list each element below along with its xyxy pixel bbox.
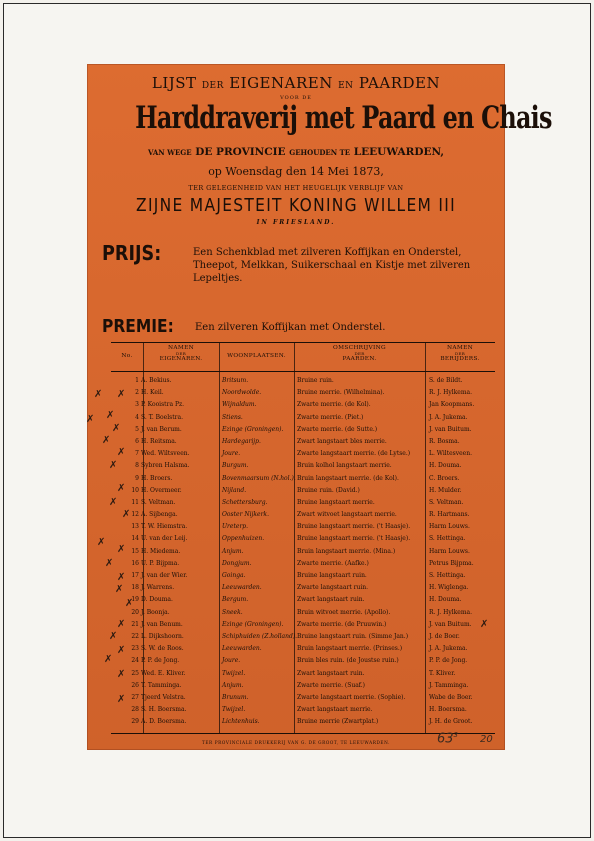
row-horse: Zwarte merrie. (Suaf.)	[297, 681, 366, 689]
table-row	[111, 400, 495, 412]
row-number: 10	[131, 486, 139, 494]
row-owner: J. van Benum.	[141, 620, 183, 628]
row-rider: S. de Bildt.	[429, 377, 463, 384]
row-number: 16	[131, 559, 139, 567]
table-row	[111, 498, 495, 510]
premie-text: Een zilveren Koffijkan met Onderstel.	[195, 322, 386, 333]
row-owner: H. Overmeer.	[141, 486, 182, 494]
row-rider: R. J. Hylkema.	[429, 389, 472, 397]
row-place: Ezinge (Groningen).	[222, 620, 284, 628]
row-horse: Zwarte langstaart merrie. (de Lytse.)	[297, 450, 411, 458]
row-place: Bovenmaarsum (N.hol.).	[222, 474, 296, 482]
row-owner: U. P. Bijpma.	[141, 559, 180, 567]
row-rider: S. Veltman.	[429, 498, 464, 506]
row-owner: D. Douma.	[141, 596, 173, 604]
row-horse: Bruin langstaart merrie. (de Kol).	[297, 474, 399, 482]
row-horse: Zwart langstaart bles merrie.	[297, 437, 387, 445]
row-place: Goinga.	[222, 572, 246, 579]
header-riders-top: NAMEN	[447, 345, 473, 351]
row-place: Hardegarijp.	[222, 437, 261, 445]
row-number: 13	[131, 523, 139, 531]
title-word-eigenaren: EIGENAREN	[229, 74, 333, 92]
row-horse: Bruine langstaart ruin. (Simme Jan.)	[297, 632, 409, 640]
row-owner: Wed. Wiltsveen.	[141, 450, 190, 458]
pencil-code: 20	[480, 734, 493, 745]
row-rider: L. Wiltesveen.	[429, 450, 473, 458]
row-place: Leeuwarden.	[222, 584, 262, 592]
row-number: 25	[131, 669, 139, 677]
row-place: Joure.	[222, 450, 241, 458]
row-number: 28	[131, 706, 139, 714]
table-row	[111, 388, 495, 400]
row-horse: Bruine ruin. (David.)	[297, 486, 360, 494]
row-horse: Zwarte merrie. (de Sutte.)	[297, 425, 378, 433]
row-number: 1	[135, 377, 139, 384]
row-number: 23	[131, 645, 139, 653]
pencil-mark: ✗	[117, 544, 126, 555]
row-horse: Zwarte merrie. (de Kol).	[297, 401, 371, 409]
row-owner: S. Veltman.	[141, 498, 176, 506]
row-number: 3	[135, 401, 139, 409]
pencil-mark: ✗	[106, 410, 115, 421]
pencil-mark: ✗	[94, 389, 103, 400]
row-owner: J. Warrens.	[141, 584, 175, 592]
row-number: 20	[131, 608, 139, 616]
row-place: Leeuwarden.	[222, 645, 262, 653]
header-riders-bot: BERIJDERS.	[440, 356, 480, 362]
header-names-top: NAMEN	[168, 345, 194, 351]
in-friesland: IN FRIESLAND.	[256, 219, 336, 226]
row-place: Sneek.	[222, 608, 243, 616]
row-horse: Zwarte langstaart ruin.	[297, 584, 369, 592]
row-place: Schettersburg.	[222, 498, 268, 506]
title-word-lijst: LIJST	[151, 74, 197, 92]
row-owner: A. D. Boersma.	[141, 718, 187, 726]
pencil-mark: ✗	[86, 414, 95, 425]
row-horse: Zwarte merrie. (de Pruuwin.)	[297, 620, 387, 628]
pencil-mark: ✗	[117, 694, 126, 705]
row-horse: Bruine ruin.	[297, 377, 334, 384]
row-number: 5	[135, 425, 139, 433]
row-place: Twijzel.	[222, 706, 246, 714]
table-row	[111, 437, 495, 449]
table-row	[111, 425, 495, 437]
row-place: Nijland.	[222, 486, 247, 494]
row-place: Ooster Nijkerk.	[222, 511, 269, 519]
row-rider: R. Hartmans.	[429, 511, 470, 519]
row-number: 21	[131, 620, 139, 628]
row-owner: J. van Berum.	[141, 425, 182, 433]
row-owner: Sybren Halsma.	[141, 462, 190, 470]
row-rider: H. Douma.	[429, 596, 462, 604]
header-names-bot: EIGENAREN.	[159, 356, 203, 362]
row-number: 12	[131, 511, 139, 519]
pencil-number-text: 63	[437, 731, 454, 747]
row-horse: Bruine langstaart ruin.	[297, 572, 367, 579]
pencil-mark: ✗	[97, 537, 106, 548]
row-rider: S. Hettinga.	[429, 572, 466, 579]
row-number: 7	[135, 450, 139, 458]
row-owner: Wed. E. Kliver.	[141, 669, 186, 677]
row-owner: J. Boonja.	[141, 608, 170, 616]
row-horse: Bruin bles ruin. (de Joustse ruin.)	[297, 657, 399, 665]
header-places: WOONPLAATSEN.	[227, 353, 286, 359]
table-row	[111, 547, 495, 559]
row-place: Ezinge (Groningen).	[222, 425, 284, 433]
header-desc-mid: DER	[354, 351, 365, 356]
table-row	[111, 632, 495, 644]
row-place: Noordwolde.	[222, 389, 262, 397]
row-number: 18	[131, 584, 139, 592]
pencil-number-sup: 3	[453, 731, 459, 739]
table-row	[111, 559, 495, 571]
row-owner: S. H. Boersma.	[141, 706, 187, 714]
row-horse: Bruin langstaart merrie. (Prinses.)	[297, 645, 403, 653]
row-rider: Wabe de Boer.	[429, 693, 473, 701]
title-word-paarden: PAARDEN	[358, 74, 441, 92]
prijs-label: PRIJS:	[102, 241, 162, 265]
pencil-mark: ✗	[480, 619, 489, 630]
row-horse: Bruine langstaart merrie. ('t Haasje).	[297, 523, 411, 531]
row-rider: P. P. de Jong.	[429, 657, 468, 665]
row-number: 22	[131, 632, 139, 640]
table-row	[111, 681, 495, 693]
row-number: 2	[135, 389, 139, 397]
row-rider: S. Hettinga.	[429, 535, 466, 543]
wege-part-3: GEHOUDEN TE	[289, 148, 351, 157]
pencil-mark: ✗	[115, 584, 124, 595]
wege-part-1: VAN WEGE	[147, 148, 192, 157]
row-horse: Zwart langstaart ruin.	[297, 669, 365, 677]
header-desc-top: OMSCHRIJVING	[333, 345, 386, 351]
row-owner: H. Miedema.	[141, 547, 181, 555]
row-rider: H. Douma.	[429, 462, 462, 470]
row-number: 19	[131, 596, 139, 604]
row-number: 8	[135, 462, 139, 470]
row-horse: Bruin kolhol langstaart merrie.	[297, 462, 392, 470]
row-horse: Zwart witvoet langstaart merrie.	[297, 511, 397, 519]
table-header	[111, 343, 495, 372]
table-row	[111, 583, 495, 595]
row-place: Schiphuiden (Z.holland).	[222, 632, 298, 640]
wege-part-4: LEEUWARDEN,	[353, 146, 445, 158]
table-row	[111, 522, 495, 534]
row-place: Bergum.	[222, 596, 249, 604]
row-owner: A. Bekius.	[141, 377, 172, 384]
table-row	[111, 534, 495, 546]
date-line: op Woensdag den 14 Mei 1873,	[208, 165, 384, 178]
row-rider: J. de Boer.	[429, 632, 460, 640]
row-rider: Harm Louws.	[429, 523, 470, 531]
row-rider: Jan Koopmans.	[429, 401, 475, 409]
pencil-mark: ✗	[109, 497, 118, 508]
table-row	[111, 705, 495, 717]
title-word-en: EN	[338, 81, 354, 91]
table-row	[111, 376, 495, 388]
row-horse: Bruine langstaart merrie. ('t Haasje).	[297, 535, 411, 543]
pencil-number	[437, 731, 458, 746]
row-number: 9	[135, 474, 139, 482]
king-line: ZIJNE MAJESTEIT KONING WILLEM III	[136, 195, 456, 216]
row-number: 15	[131, 547, 139, 555]
title-word-der: DER	[201, 81, 224, 91]
voor-de: VOOR DE	[280, 95, 312, 101]
row-owner: T. W. Hiemstra.	[141, 523, 188, 531]
header-names-mid: DER	[175, 351, 187, 356]
row-rider: J. van Buitum.	[429, 620, 472, 628]
pencil-mark: ✗	[125, 598, 134, 609]
row-number: 6	[135, 437, 139, 445]
pencil-mark: ✗	[102, 435, 111, 446]
table-row	[111, 693, 495, 705]
row-horse: Zwarte merrie. (Aafke.)	[297, 559, 369, 567]
row-owner: L. Dijkshoorn.	[141, 632, 184, 640]
horse-table	[111, 342, 495, 734]
pencil-mark: ✗	[104, 654, 113, 665]
pencil-mark: ✗	[117, 669, 126, 680]
row-place: Britsum.	[222, 377, 249, 384]
pencil-mark: ✗	[117, 389, 126, 400]
row-horse: Bruine merrie. (Wilhelmina).	[297, 389, 385, 397]
row-owner: P. Kooistra Pz.	[141, 401, 185, 409]
row-owner: U. van der Leij.	[141, 535, 188, 543]
row-rider: Harm Louws.	[429, 547, 470, 555]
row-place: Lichtenhuis.	[222, 718, 260, 726]
row-number: 26	[131, 681, 139, 689]
table-row	[111, 595, 495, 607]
row-place: Anjum.	[222, 681, 244, 689]
row-horse: Bruin witvoet merrie. (Apollo).	[297, 608, 391, 616]
row-owner: S. T. Boelstra.	[141, 413, 183, 421]
pencil-mark: ✗	[117, 483, 126, 494]
table-row	[111, 669, 495, 681]
row-number: 27	[131, 693, 139, 701]
list-title	[87, 74, 505, 92]
row-owner: J. van der Wier.	[141, 572, 188, 579]
header-desc-bot: PAARDEN.	[342, 356, 377, 362]
row-rider: R. Bosma.	[429, 437, 460, 445]
table-row	[111, 644, 495, 656]
row-place: Joure.	[222, 657, 241, 665]
row-horse: Zwart langstaart ruin.	[297, 596, 365, 604]
table-row	[111, 449, 495, 461]
wege-part-2: DE PROVINCIE	[195, 146, 286, 158]
pencil-mark: ✗	[112, 423, 121, 434]
row-place: Anjum.	[222, 547, 244, 555]
pencil-mark: ✗	[109, 460, 118, 471]
prijs-text: Een Schenkblad met zilveren Koffijkan en Onderstel, Theepot, Melkkan, Suikerschaal en Kistje met zilveren Lepeltjes.	[193, 247, 471, 284]
row-owner: T. Tamminga.	[141, 681, 182, 689]
row-owner: A. Sijbenga.	[141, 511, 178, 519]
row-horse: Zwarte langstaart merrie. (Sophie).	[297, 693, 406, 701]
row-place: Stiens.	[222, 413, 243, 421]
header-no: No.	[121, 353, 133, 359]
row-number: 24	[131, 657, 139, 665]
row-place: Oppenhuizen.	[222, 535, 265, 543]
pencil-mark: ✗	[109, 631, 118, 642]
row-number: 4	[135, 413, 139, 421]
table-row	[111, 510, 495, 522]
table-row	[111, 486, 495, 498]
row-place: Brunum.	[222, 693, 249, 701]
premie-label: PREMIE:	[102, 316, 174, 337]
row-rider: J. Tamminga.	[429, 681, 469, 689]
header-names	[143, 345, 219, 362]
row-owner: H. Reitsma.	[141, 437, 177, 445]
row-number: 14	[131, 535, 139, 543]
row-number: 11	[131, 498, 139, 506]
table-row	[111, 608, 495, 620]
row-owner: P. P. de Jong.	[141, 657, 180, 665]
row-rider: Petrus Bijpma.	[429, 559, 474, 567]
row-owner: H. Keil.	[141, 389, 164, 397]
row-place: Wijnaldum.	[222, 401, 257, 409]
header-riders-mid: DER	[454, 351, 466, 356]
row-place: Ureterp.	[222, 523, 249, 531]
printer-line: TER PROVINCIALE DRUKKERIJ VAN G. DE GROOT, TE LEEUWARDEN.	[201, 740, 390, 745]
row-rider: J. H. de Groot.	[429, 718, 473, 726]
row-owner: Tjeerd Velstra.	[141, 693, 186, 701]
row-rider: H. Mulder.	[429, 486, 462, 494]
poster	[86, 64, 552, 750]
row-owner: H. Broers.	[141, 474, 173, 482]
pencil-mark: ✗	[117, 572, 126, 583]
pencil-mark: ✗	[105, 558, 114, 569]
pencil-mark: ✗	[122, 509, 131, 520]
row-rider: C. Broers.	[429, 474, 460, 482]
header-riders	[425, 345, 495, 362]
row-horse: Zwart langstaart merrie.	[297, 706, 373, 714]
row-place: Dongjum.	[222, 559, 252, 567]
pencil-mark: ✗	[117, 447, 126, 458]
table-body	[111, 376, 495, 729]
table-row	[111, 461, 495, 473]
row-place: Twijzel.	[222, 669, 246, 677]
row-rider: J. A. Jukema.	[429, 645, 468, 653]
table-row	[111, 656, 495, 668]
pencil-mark: ✗	[117, 645, 126, 656]
province-line	[87, 146, 505, 158]
row-rider: T. Kliver.	[429, 669, 456, 677]
occasion-line: TER GELEGENHEID VAN HET HEUGELIJK VERBLIJF VAN	[188, 184, 404, 192]
row-rider: R. J. Hylkema.	[429, 608, 472, 616]
row-owner: S. W. de Roos.	[141, 645, 184, 653]
table-row	[111, 717, 495, 729]
table-row	[111, 413, 495, 425]
table-row	[111, 571, 495, 583]
row-rider: J. van Buitum.	[429, 425, 472, 433]
table-row	[111, 620, 495, 632]
header-desc	[294, 345, 425, 362]
row-horse: Bruin langstaart merrie. (Mina.)	[297, 547, 396, 555]
row-rider: H. Wiglenga.	[429, 584, 469, 592]
row-number: 17	[131, 572, 139, 579]
row-rider: J. A. Jukema.	[429, 413, 468, 421]
row-number: 29	[131, 718, 139, 726]
main-title: Harddraverij met Paard en Chais	[135, 100, 552, 136]
row-horse: Zwarte merrie. (Piet.)	[297, 413, 364, 421]
row-rider: H. Boersma.	[429, 706, 467, 714]
row-horse: Bruine merrie (Zwartplat.)	[297, 718, 379, 726]
table-row	[111, 474, 495, 486]
row-horse: Bruine langstaart merrie.	[297, 498, 375, 506]
row-place: Burgum.	[222, 462, 249, 470]
pencil-mark: ✗	[117, 619, 126, 630]
